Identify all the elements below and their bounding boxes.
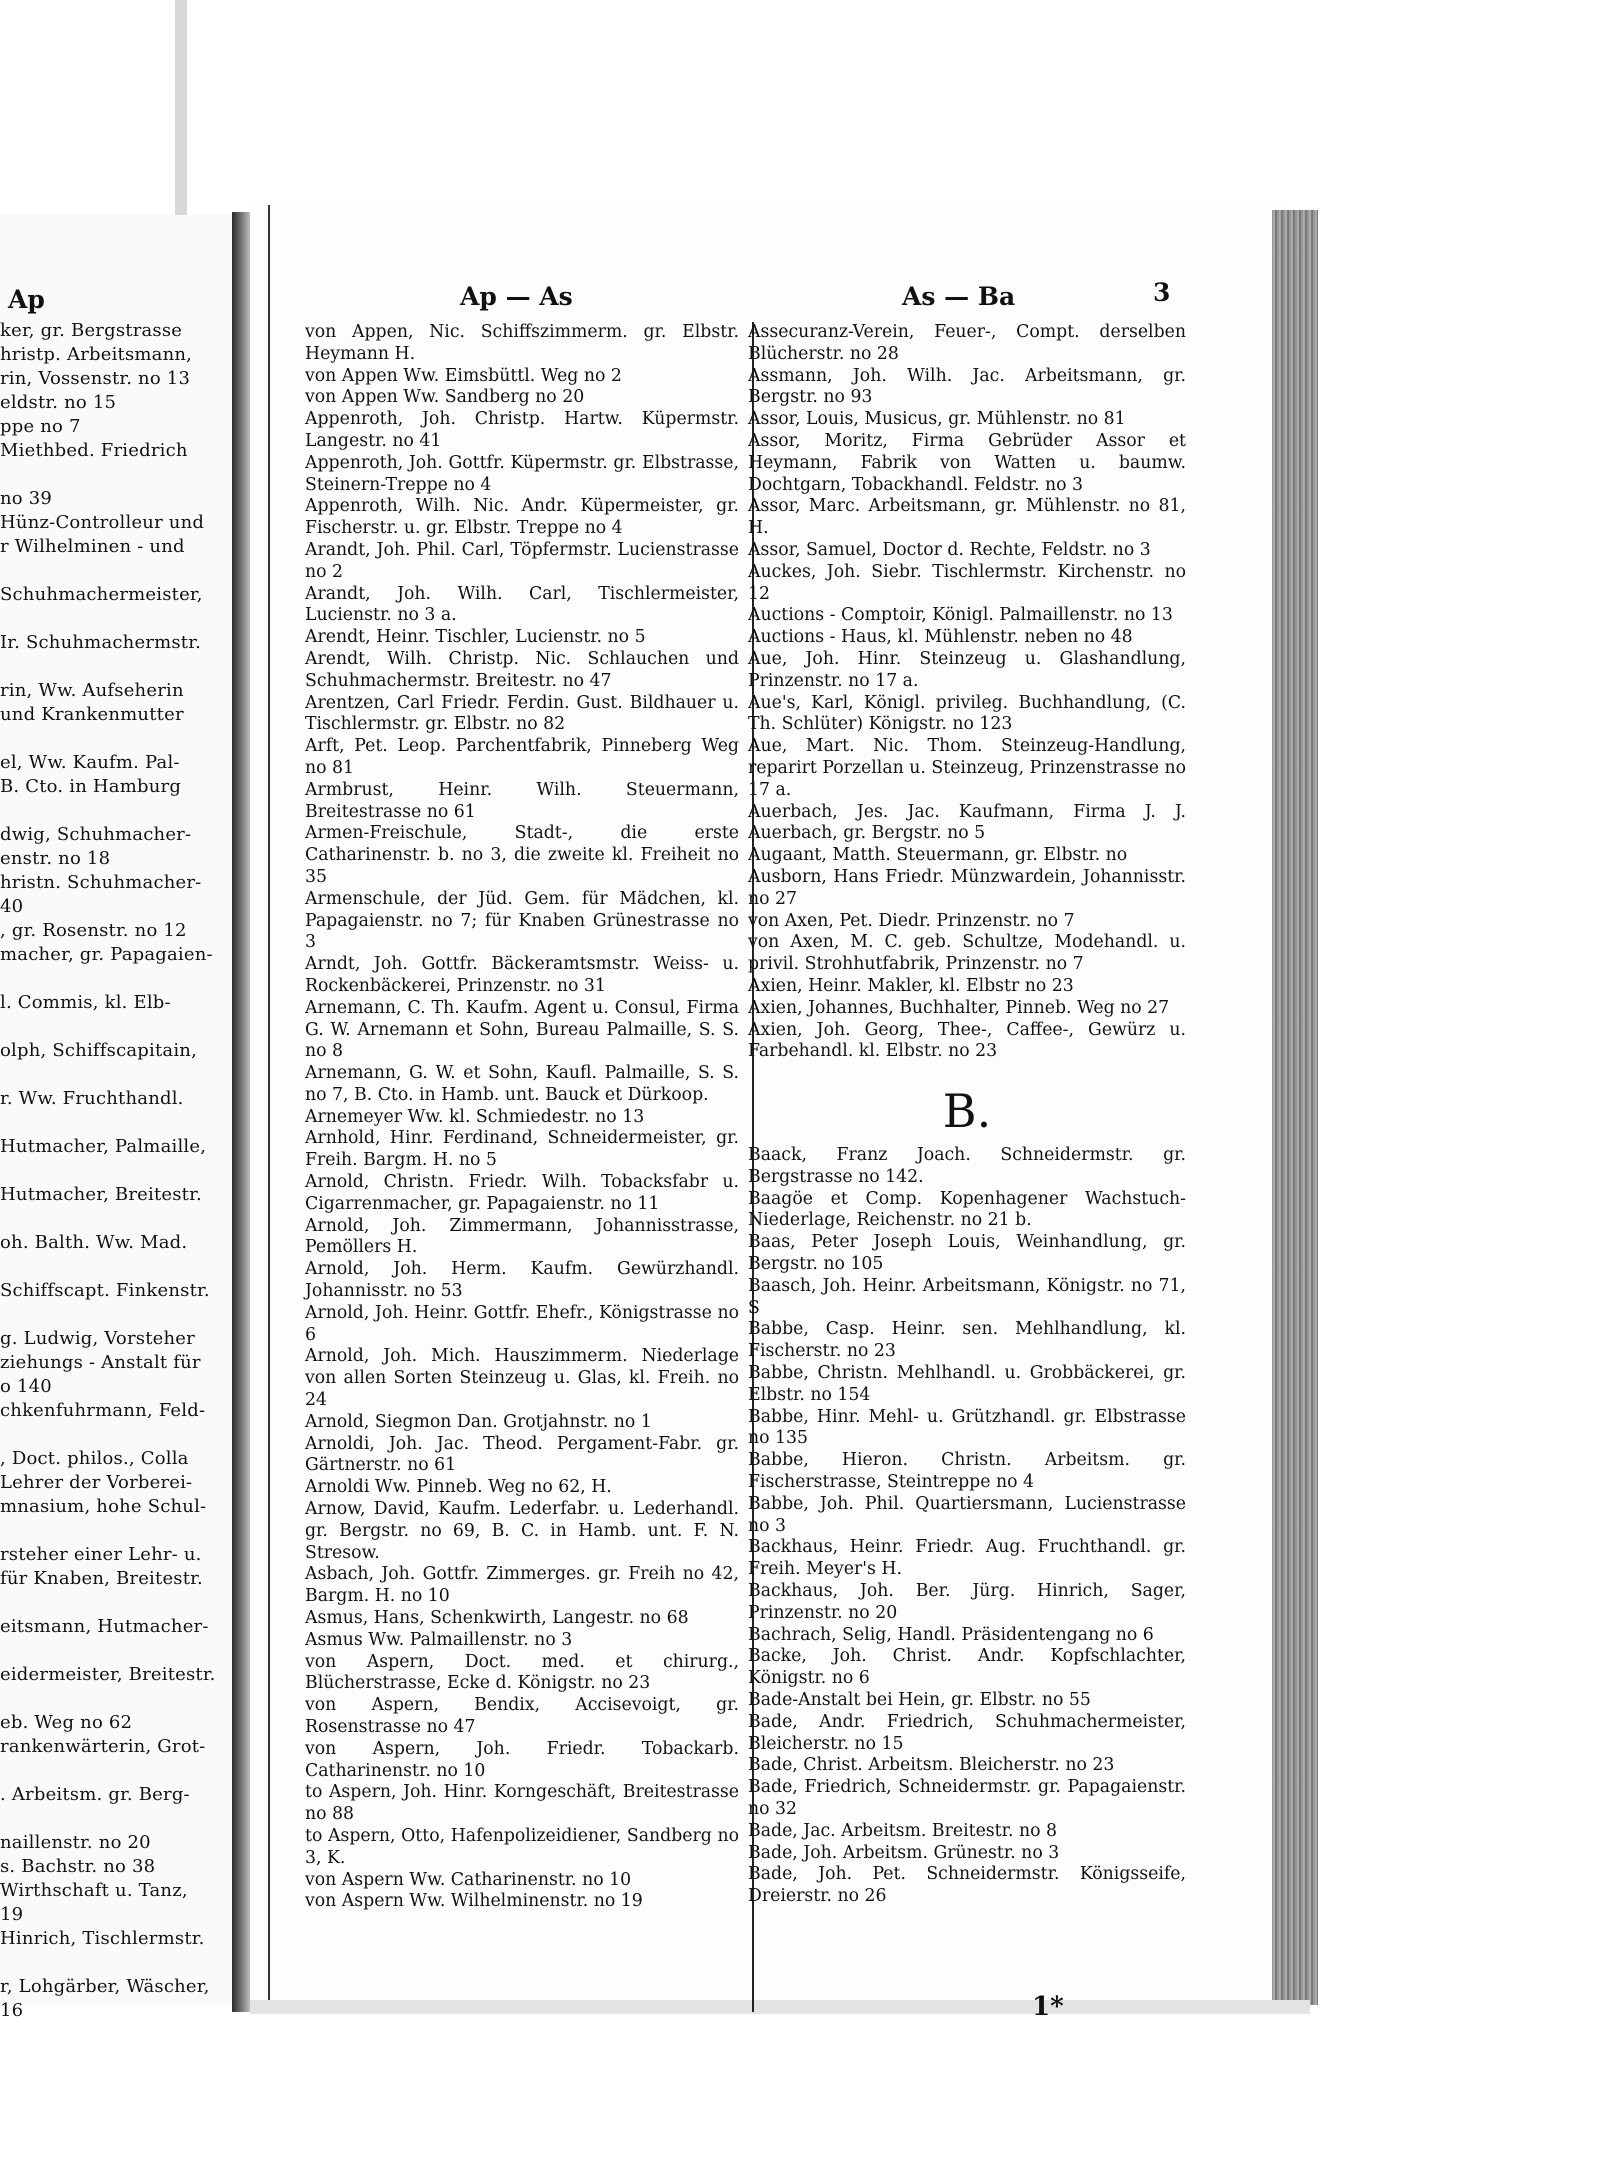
directory-entry: von Aspern, Joh. Friedr. Tobackarb. Catharinenstr. no 10 [305,1738,739,1781]
directory-entry: Arnold, Joh. Zimmermann, Johannisstrasse, Pemöllers H. [305,1215,739,1258]
directory-column-right [748,322,1186,1908]
directory-entry: Arnoldi, Joh. Jac. Theod. Pergament-Fabr. gr. Gärtnerstr. no 61 [305,1433,739,1476]
directory-entry: Asbach, Joh. Gottfr. Zimmerges. gr. Freih no 42, Bargm. H. no 10 [305,1564,739,1607]
directory-entry: Auerbach, Jes. Jac. Kaufmann, Firma J. J. Auerbach, gr. Bergstr. no 5 [748,801,1186,844]
directory-entry: Armen-Freischule, Stadt-, die erste Catharinenstr. b. no 3, die zweite kl. Freiheit no 35 [305,823,739,887]
directory-entry: Bade, Jac. Arbeitsm. Breitestr. no 8 [748,1820,1057,1841]
directory-entry: Bade, Christ. Arbeitsm. Bleicherstr. no 23 [748,1755,1115,1776]
left-page-line: s. Bachstr. no 38 [0,1856,156,1877]
directory-entry: Arendt, Heinr. Tischler, Lucienstr. no 5 [305,627,646,648]
directory-entry: Assor, Marc. Arbeitsmann, gr. Mühlenstr. no 81, H. [748,496,1186,539]
directory-entry: Bade, Joh. Pet. Schneidermstr. Königsseife, Dreierstr. no 26 [748,1864,1186,1907]
left-page-line: macher, gr. Papagaien- [0,944,213,965]
directory-entry: Augaant, Matth. Steuermann, gr. Elbstr. no [748,845,1128,866]
page-stack-edge [1272,210,1318,2005]
left-page-line: 16 [0,2000,24,2021]
directory-entry: von Appen, Nic. Schiffszimmerm. gr. Elbstr. Heymann H. [305,322,739,364]
left-page-line: ppe no 7 [0,416,81,437]
directory-entry: Arnemann, G. W. et Sohn, Kaufl. Palmaille, S. S. no 7, B. Cto. in Hamb. unt. Bauck et Dürkoop. [305,1063,739,1105]
directory-entry: Babbe, Casp. Heinr. sen. Mehlhandlung, kl. Fischerstr. no 23 [748,1319,1186,1362]
directory-entry: Baack, Franz Joach. Schneidermstr. gr. Bergstrasse no 142. [748,1145,1186,1187]
left-page-line: Hutmacher, Palmaille, [0,1136,207,1157]
section-letter-b: B. [942,1084,992,1139]
directory-entry: Aue, Joh. Hinr. Steinzeug u. Glashandlung, Prinzenstr. no 17 a. [748,648,1186,691]
left-page-line: oh. Balth. Ww. Mad. [0,1232,188,1253]
left-page-line: rsteher einer Lehr- u. [0,1544,202,1565]
directory-entry: Appenroth, Joh. Christp. Hartw. Küpermstr. Langestr. no 41 [305,409,739,451]
header-left-range: Ap — As [460,282,573,311]
directory-entry: von Appen Ww. Eimsbüttl. Weg no 2 [305,365,622,386]
directory-entry: Arnold, Joh. Herm. Kaufm. Gewürzhandl. Johannisstr. no 53 [305,1259,739,1302]
directory-entry: Arnow, David, Kaufm. Lederfabr. u. Lederhandl. gr. Bergstr. no 69, B. C. in Hamb. unt. F. N. Stresow. [305,1499,739,1563]
left-page-line: olph, Schiffscapitain, [0,1040,198,1061]
directory-entry: Axien, Joh. Georg, Thee-, Caffee-, Gewürz u. Farbehandl. kl. Elbstr. no 23 [748,1019,1186,1062]
directory-entry: Aue, Mart. Nic. Thom. Steinzeug-Handlung, reparirt Porzellan u. Steinzeug, Prinzenstrasse no 17 a. [748,736,1186,800]
left-page-line: Schuhmachermeister, [0,584,203,605]
directory-entry: Arndt, Joh. Gottfr. Bäckeramtsmstr. Weiss- u. Rockenbäckerei, Prinzenstr. no 31 [305,954,739,996]
directory-entry: Backhaus, Joh. Ber. Jürg. Hinrich, Sager, Prinzenstr. no 20 [748,1581,1186,1623]
directory-entry: Auckes, Joh. Siebr. Tischlermstr. Kirchenstr. no 12 [748,561,1186,604]
left-page-header: Ap [8,285,45,314]
directory-entry: Assor, Louis, Musicus, gr. Mühlenstr. no 81 [748,409,1126,430]
directory-entry: Arnold, Christn. Friedr. Wilh. Tobacksfabr u. Cigarrenmacher, gr. Papagaienstr. no 11 [305,1172,739,1214]
directory-entry: Aue's, Karl, Königl. privileg. Buchhandlung, (C. Th. Schlüter) Königstr. no 123 [748,692,1186,735]
directory-entry: Axien, Heinr. Makler, kl. Elbstr no 23 [748,975,1074,996]
directory-entry: Babbe, Joh. Phil. Quartiersmann, Lucienstrasse no 3 [748,1493,1186,1536]
left-page-line: B. Cto. in Hamburg [0,776,182,797]
directory-entry: Baagöe et Comp. Kopenhagener Wachstuch-Niederlage, Reichenstr. no 21 b. [748,1188,1186,1231]
entries-as [748,322,1186,1063]
directory-entry: Assecuranz-Verein, Feuer-, Compt. derselben Blücherstr. no 28 [748,322,1186,364]
left-page-line: el, Ww. Kaufm. Pal- [0,752,180,773]
left-page-line: eldstr. no 15 [0,392,117,413]
directory-entry: Backhaus, Heinr. Friedr. Aug. Fruchthandl. gr. Freih. Meyer's H. [748,1537,1186,1580]
left-page-line: eidermeister, Breitestr. [0,1664,216,1685]
directory-entry: Arnoldi Ww. Pinneb. Weg no 62, H. [305,1477,612,1498]
page-number: 3 [1153,278,1171,307]
left-page-line: . Arbeitsm. gr. Berg- [0,1784,190,1805]
directory-entry: to Aspern, Otto, Hafenpolizeidiener, Sandberg no 3, K. [305,1825,739,1868]
directory-entry: Baasch, Joh. Heinr. Arbeitsmann, Königstr. no 71, S [748,1275,1186,1318]
left-page-edge-strip [175,0,187,215]
directory-entry: von Aspern Ww. Catharinenstr. no 10 [305,1869,632,1890]
directory-entry: Arnold, Joh. Heinr. Gottfr. Ehefr., Königstrasse no 6 [305,1302,739,1345]
left-page-line: eb. Weg no 62 [0,1712,133,1733]
left-page-line: r Wilhelminen - und [0,536,185,557]
directory-entry: von Aspern Ww. Wilhelminenstr. no 19 [305,1891,643,1912]
directory-entry: Arendt, Wilh. Christp. Nic. Schlauchen und Schuhmachermstr. Breitestr. no 47 [305,648,739,691]
signature-mark: 1* [1032,1992,1064,2022]
left-page-line: hristn. Schuhmacher- [0,872,202,893]
directory-entry: Armbrust, Heinr. Wilh. Steuermann, Breitestrasse no 61 [305,779,739,822]
directory-entry: Bade, Friedrich, Schneidermstr. gr. Papagaienstr. no 32 [748,1777,1186,1819]
left-page-line: Hinrich, Tischlermstr. [0,1928,205,1949]
directory-entry: Appenroth, Joh. Gottfr. Küpermstr. gr. Elbstrasse, Steinern-Treppe no 4 [305,452,739,495]
directory-entry: Arandt, Joh. Wilh. Carl, Tischlermeister, Lucienstr. no 3 a. [305,583,739,626]
directory-entry: von Aspern, Bendix, Accisevoigt, gr. Rosenstrasse no 47 [305,1695,739,1737]
book-gutter [232,212,252,2012]
directory-entry: Asmus Ww. Palmaillenstr. no 3 [305,1629,573,1650]
left-page-line: Miethbed. Friedrich [0,440,188,461]
directory-entry: von Axen, M. C. geb. Schultze, Modehandl. u. privil. Strohhutfabrik, Prinzenstr. no 7 [748,932,1186,975]
left-page-line: rankenwärterin, Grot- [0,1736,206,1757]
directory-entry: Axien, Johannes, Buchhalter, Pinneb. Weg no 27 [748,997,1170,1018]
left-page-line: für Knaben, Breitestr. [0,1568,203,1589]
left-page-line: hristp. Arbeitsmann, [0,344,193,365]
directory-entry: Arnold, Siegmon Dan. Grotjahnstr. no 1 [305,1411,652,1432]
directory-entry: Babbe, Hinr. Mehl- u. Grützhandl. gr. Elbstrasse no 135 [748,1406,1186,1449]
directory-entry: Asmus, Hans, Schenkwirth, Langestr. no 68 [305,1608,689,1629]
left-page-line: 19 [0,1904,24,1925]
left-page-line: eitsmann, Hutmacher- [0,1616,209,1637]
directory-entry: Assor, Moritz, Firma Gebrüder Assor et Heymann, Fabrik von Watten u. baumw. Dochtgarn, Tobackhandl. Feldstr. no 3 [748,430,1186,495]
left-page-line: r, Lohgärber, Wäscher, [0,1976,210,1997]
left-page-line: o 140 [0,1376,52,1397]
directory-entry: to Aspern, Joh. Hinr. Korngeschäft, Breitestrasse no 88 [305,1782,739,1825]
directory-entry: Assor, Samuel, Doctor d. Rechte, Feldstr. no 3 [748,539,1151,560]
directory-column-left [305,322,739,1913]
left-page-line: , Doct. philos., Colla [0,1448,189,1469]
directory-entry: Backe, Joh. Christ. Andr. Kopfschlachter, Königstr. no 6 [748,1646,1186,1689]
directory-entry: Auctions - Haus, kl. Mühlenstr. neben no 48 [748,627,1133,648]
left-page-line: no 39 [0,488,53,509]
directory-entry: Bade-Anstalt bei Hein, gr. Elbstr. no 55 [748,1690,1091,1711]
left-page-line: und Krankenmutter [0,704,184,725]
left-page-line: ker, gr. Bergstrasse [0,320,183,341]
left-page-line: Schiffscapt. Finkenstr. [0,1280,210,1301]
directory-entry: Arnhold, Hinr. Ferdinand, Schneidermeister, gr. Freih. Bargm. H. no 5 [305,1128,739,1171]
directory-entry: Arnemeyer Ww. kl. Schmiedestr. no 13 [305,1106,645,1127]
left-page-line: rin, Ww. Aufseherin [0,680,184,701]
left-page-line: rin, Vossenstr. no 13 [0,368,191,389]
left-page-line: , gr. Rosenstr. no 12 [0,920,187,941]
directory-entry: Arnemann, C. Th. Kaufm. Agent u. Consul, Firma G. W. Arnemann et Sohn, Bureau Palmaille, S. S. no 8 [305,997,739,1062]
directory-entry: Babbe, Christn. Mehlhandl. u. Grobbäckerei, gr. Elbstr. no 154 [748,1363,1186,1405]
left-page-line: Ir. Schuhmachermstr. [0,632,201,653]
directory-entry: Appenroth, Wilh. Nic. Andr. Küpermeister, gr. Fischerstr. u. gr. Elbstr. Treppe no 4 [305,496,739,539]
left-page-line: Wirthschaft u. Tanz, [0,1880,188,1901]
directory-entry: Arentzen, Carl Friedr. Ferdin. Gust. Bildhauer u. Tischlermstr. gr. Elbstr. no 82 [305,692,739,735]
header-right-range: As — Ba [902,282,1016,311]
left-page-line: Lehrer der Vorberei- [0,1472,193,1493]
directory-entry: Armenschule, der Jüd. Gem. für Mädchen, kl. Papagaienstr. no 7; für Knaben Grünestrasse no 3 [305,888,739,953]
entries-b [748,1145,1186,1908]
directory-entry: Assmann, Joh. Wilh. Jac. Arbeitsmann, gr. Bergstr. no 93 [748,365,1186,408]
left-page-line: 40 [0,896,24,917]
directory-entry: von Axen, Pet. Diedr. Prinzenstr. no 7 [748,910,1075,931]
left-page-fragment [0,215,235,2021]
directory-entry: Babbe, Hieron. Christn. Arbeitsm. gr. Fischerstrasse, Steintreppe no 4 [748,1450,1186,1493]
left-page-line: dwig, Schuhmacher- [0,824,192,845]
left-page-line: Hutmacher, Breitestr. [0,1184,202,1205]
left-page-line: naillenstr. no 20 [0,1832,151,1853]
directory-entry: Bade, Joh. Arbeitsm. Grünestr. no 3 [748,1842,1060,1863]
directory-entry: Arandt, Joh. Phil. Carl, Töpfermstr. Lucienstrasse no 2 [305,539,739,582]
page-bottom-shadow [250,2000,1310,2014]
directory-entry: von Appen Ww. Sandberg no 20 [305,387,585,408]
directory-entry: Ausborn, Hans Friedr. Münzwardein, Johannisstr. no 27 [748,866,1186,909]
directory-entry: Arnold, Joh. Mich. Hauszimmerm. Niederlage von allen Sorten Steinzeug u. Glas, kl. Freih. no 24 [305,1346,739,1411]
directory-entry: Bachrach, Selig, Handl. Präsidentengang no 6 [748,1624,1154,1645]
left-page-line: r. Ww. Fruchthandl. [0,1088,184,1109]
left-page-line: ziehungs - Anstalt für [0,1352,201,1373]
left-page-line: enstr. no 18 [0,848,111,869]
directory-entry: Bade, Andr. Friedrich, Schuhmachermeister, Bleicherstr. no 15 [748,1711,1186,1754]
left-page-line: l. Commis, kl. Elb- [0,992,171,1013]
left-page-line: mnasium, hohe Schul- [0,1496,207,1517]
directory-entry: Baas, Peter Joseph Louis, Weinhandlung, gr. Bergstr. no 105 [748,1232,1186,1275]
directory-entry: Auctions - Comptoir, Königl. Palmaillenstr. no 13 [748,605,1173,626]
directory-entry: Arft, Pet. Leop. Parchentfabrik, Pinneberg Weg no 81 [305,736,739,778]
left-page-line: g. Ludwig, Vorsteher [0,1328,195,1349]
left-page-line: chkenfuhrmann, Feld- [0,1400,206,1421]
left-page-line: Hünz-Controlleur und [0,512,205,533]
directory-entry: von Aspern, Doct. med. et chirurg., Blücherstrasse, Ecke d. Königstr. no 23 [305,1651,739,1694]
